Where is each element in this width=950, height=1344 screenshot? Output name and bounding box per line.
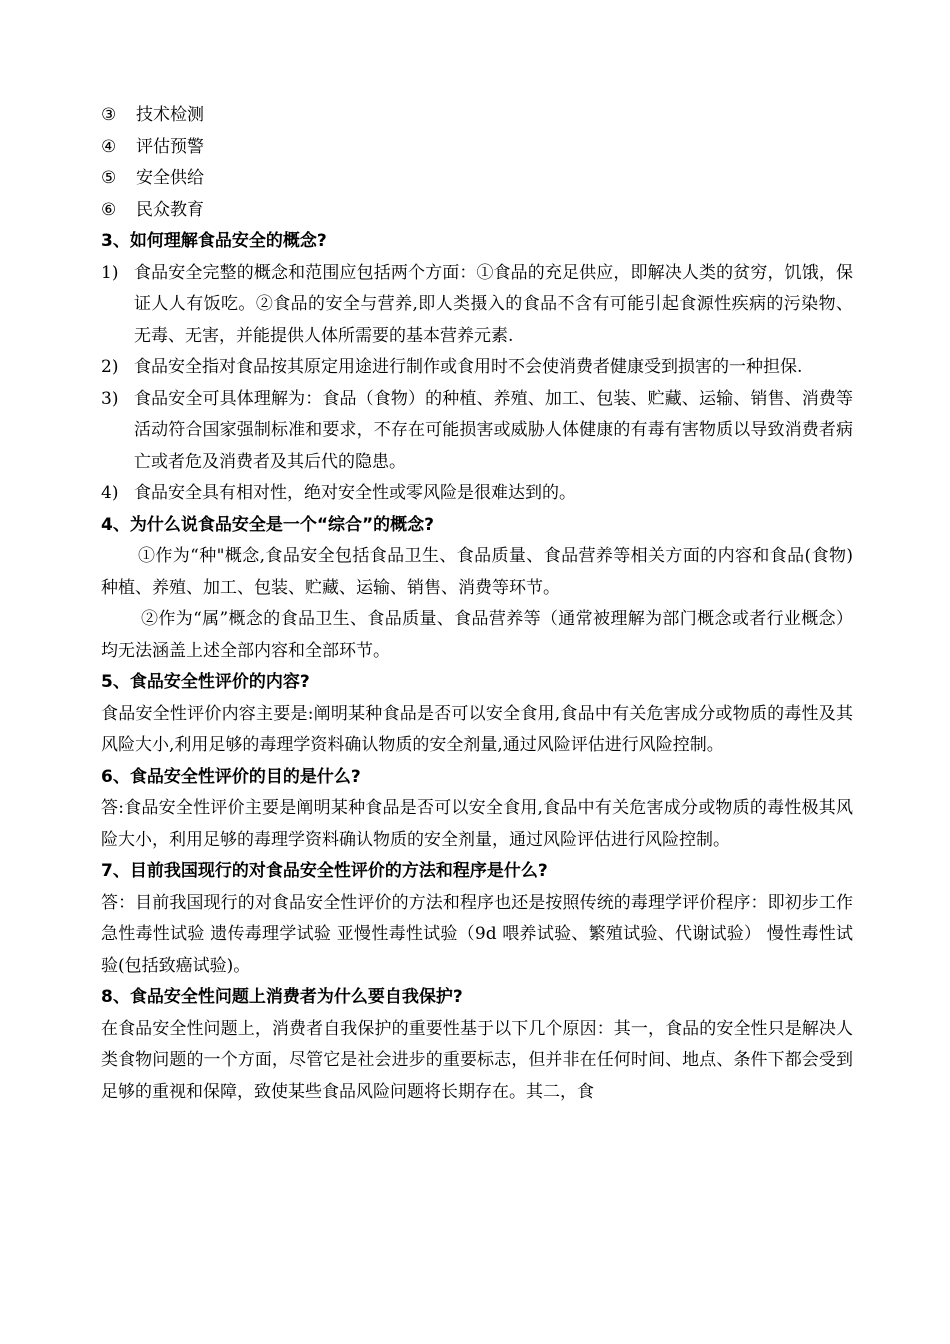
item-text: 技术检测 — [136, 105, 204, 125]
numbered-item — [101, 352, 853, 384]
question-6-heading: 6、食品安全性评价的目的是什么? — [101, 766, 361, 787]
list-item — [101, 195, 853, 227]
item-number: ③ — [101, 105, 117, 125]
item-text: 安全供给 — [136, 168, 204, 188]
item-text: 食品安全可具体理解为：食品（食物）的种植、养殖、加工、包装、贮藏、运输、销售、消费等活动符合国家强制标准和要求，不存在可能损害或威胁人体健康的有毒有害物质以导致消费者病亡或者危及消费者及其后代的隐患。 — [134, 388, 853, 472]
list-item — [101, 163, 853, 195]
answer-paragraph: 答：目前我国现行的对食品安全性评价的方法和程序也还是按照传统的毒理学评价程序：即初步工作 急性毒性试验 遗传毒理学试验 亚慢性毒性试验（9d 喂养试验、繁殖试验、代谢试验） 慢性毒性试验(包括致癌试验)。 — [101, 892, 853, 976]
answer-paragraph: ②作为“属”概念的食品卫生、食品质量、食品营养等（通常被理解为部门概念或者行业概念）均无法涵盖上述全部内容和全部环节。 — [101, 609, 853, 661]
item-number: ⑥ — [101, 199, 117, 220]
item-number: ④ — [101, 136, 117, 157]
item-text: 评估预警 — [136, 136, 204, 157]
answer-paragraph: 答:食品安全性评价主要是阐明某种食品是否可以安全食用,食品中有关危害成分或物质的毒性极其风险大小，利用足够的毒理学资料确认物质的安全剂量，通过风险评估进行风险控制。 — [101, 798, 853, 850]
numbered-item — [101, 478, 853, 510]
item-text: 食品安全完整的概念和范围应包括两个方面：①食品的充足供应，即解决人类的贫穷，饥饿，保证人人有饭吃。②食品的安全与营养,即人类摄入的食品不含有可能引起食源性疾病的污染物、无毒、无害，并能提供人体所需要的基本营养元素. — [134, 262, 853, 346]
item-text: 民众教育 — [136, 199, 204, 220]
question-5-heading: 5、食品安全性评价的内容? — [101, 672, 310, 692]
answer-paragraph: 在食品安全性问题上，消费者自我保护的重要性基于以下几个原因：其一，食品的安全性只是解决人类食物问题的一个方面，尽管它是社会进步的重要标志，但并非在任何时间、地点、条件下都会受到足够的重视和保障，致使某些食品风险问题将长期存在。其二，食 — [101, 1018, 853, 1102]
numbered-item — [101, 384, 853, 479]
question-7-heading: 7、目前我国现行的对食品安全性评价的方法和程序是什么? — [101, 861, 548, 881]
document-content — [101, 100, 853, 1108]
item-text: 食品安全具有相对性，绝对安全性或零风险是很难达到的。 — [134, 483, 576, 503]
list-item — [101, 132, 853, 164]
numbered-item — [101, 258, 853, 353]
item-number: 1) — [101, 262, 119, 283]
item-number: 4) — [101, 483, 119, 503]
question-3-heading: 3、如何理解食品安全的概念? — [101, 231, 327, 251]
item-number: 3) — [101, 388, 119, 409]
item-number: 2) — [101, 357, 119, 377]
item-text: 食品安全指对食品按其原定用途进行制作或食用时不会使消费者健康受到损害的一种担保. — [134, 357, 803, 377]
question-4-heading: 4、为什么说食品安全是一个“综合”的概念? — [101, 514, 435, 535]
question-8-heading: 8、食品安全性问题上消费者为什么要自我保护? — [101, 987, 463, 1007]
list-item — [101, 100, 853, 132]
answer-paragraph: 食品安全性评价内容主要是:阐明某种食品是否可以安全食用,食品中有关危害成分或物质的毒性及其风险大小,利用足够的毒理学资料确认物质的安全剂量,通过风险评估进行风险控制。 — [101, 703, 853, 755]
answer-paragraph: ①作为“种"概念,食品安全包括食品卫生、食品质量、食品营养等相关方面的内容和食品(食物)种植、养殖、加工、包装、贮藏、运输、销售、消费等环节。 — [101, 546, 853, 598]
item-number: ⑤ — [101, 168, 117, 188]
